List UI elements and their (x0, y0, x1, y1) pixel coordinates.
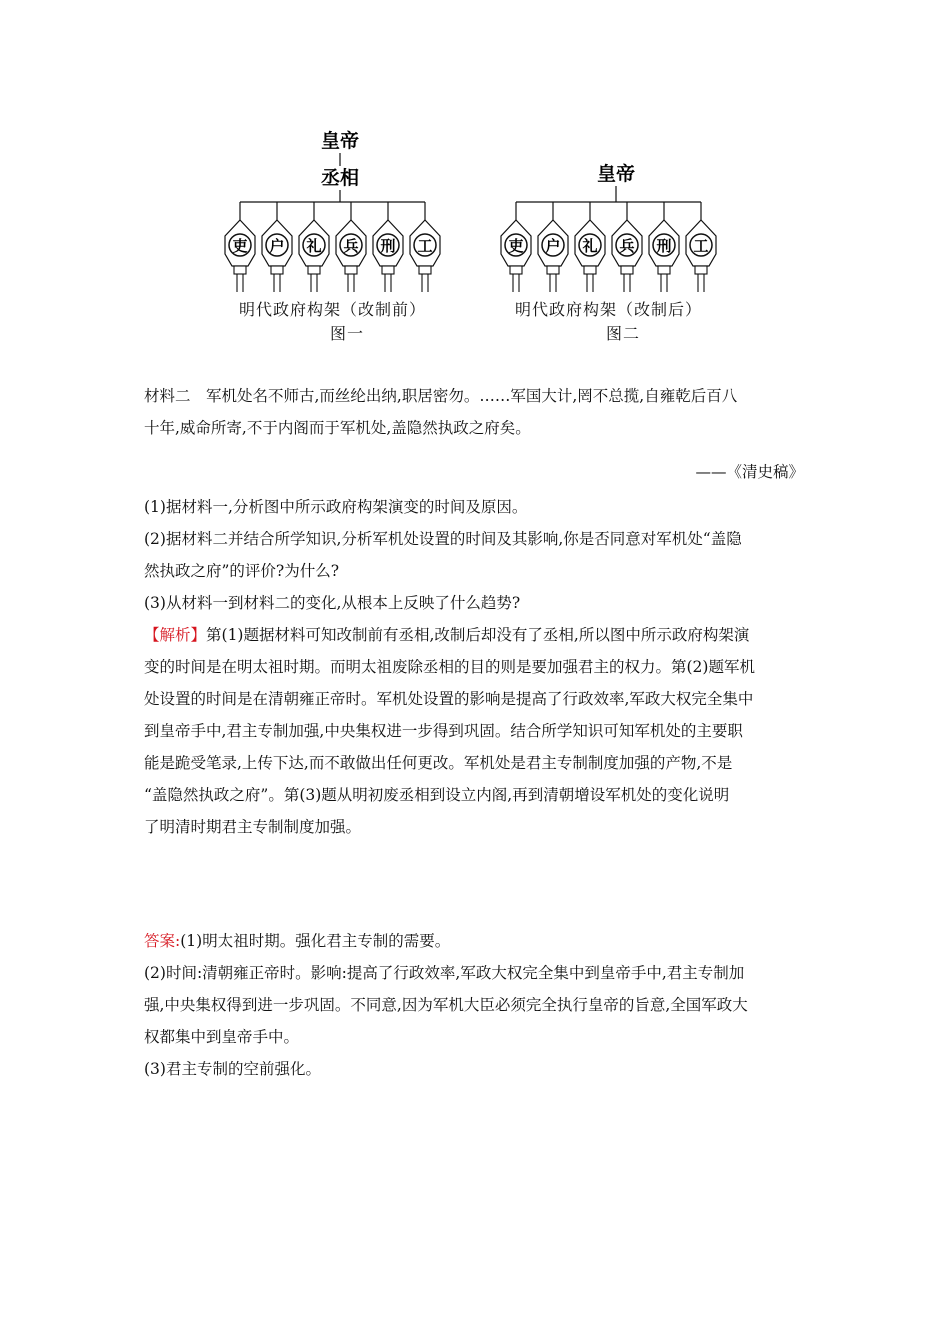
answer-2-line-1: (2)时间:清朝雍正帝时。影响:提高了行政效率,军政大权完全集中到皇帝手中,君主专制加 (144, 964, 745, 982)
figure-2-ministry-node (612, 202, 642, 292)
question-2-line-2: 然执政之府”的评价?为什么? (144, 562, 340, 580)
figure-1-caption: 明代政府构架（改制前） (239, 300, 427, 319)
figure-1-ministry-label: 刑 (380, 237, 396, 255)
answer-2-line-3: 权都集中到皇帝手中。 (144, 1028, 300, 1046)
answer-2-line-2: 强,中央集权得到进一步巩固。不同意,因为军机大臣必须完全执行皇帝的旨意,全国军政大 (144, 996, 748, 1014)
figure-2-emperor-label: 皇帝 (596, 163, 636, 185)
figure-2-label: 图二 (606, 324, 641, 343)
figure-1-chancellor-label: 丞相 (320, 167, 360, 189)
figure-2-ministry-label: 户 (545, 237, 561, 255)
figure-2-ministry-label: 礼 (582, 237, 598, 255)
answer-tag: 答案: (144, 932, 181, 950)
figure-1-label: 图一 (330, 324, 365, 343)
figure-2-ministry-label: 吏 (508, 237, 524, 255)
figure-2-ministry-label: 刑 (656, 237, 672, 255)
analysis-tag: 【解析】 (144, 626, 207, 644)
figure-2-ministry-node (575, 202, 605, 292)
figure-1-ministry-node (373, 202, 403, 292)
analysis-line-5: 能是跪受笔录,上传下达,而不敢做出任何更改。军机处是君主专制制度加强的产物,不是 (144, 754, 733, 772)
figure-1-ministry-label: 吏 (232, 237, 248, 255)
analysis-line-6: “盖隐然执政之府”。第(3)题从明初废丞相到设立内阁,再到清朝增设军机处的变化说明 (144, 786, 730, 804)
figure-1-org-chart (216, 120, 446, 300)
answer-3: (3)君主专制的空前强化。 (144, 1060, 321, 1078)
figure-1-ministry-node (336, 202, 366, 292)
material-2-source: ——《清史稿》 (695, 463, 804, 481)
analysis (144, 619, 806, 843)
figure-2-caption: 明代政府构架（改制后） (515, 300, 703, 319)
figure-1-ministry-label: 工 (417, 237, 433, 255)
material-2-line-1: 材料二 军机处名不师古,而丝纶出纳,职居密勿。……军国大计,罔不总揽,自雍乾后百八 (144, 387, 738, 405)
analysis-line-7: 了明清时期君主专制制度加强。 (144, 818, 362, 836)
figure-1-ministry-label: 礼 (306, 237, 322, 255)
analysis-line-4: 到皇帝手中,君主专制加强,中央集权进一步得到巩固。结合所学知识可知军机处的主要职 (144, 722, 743, 740)
analysis-line-2: 变的时间是在明太祖时期。而明太祖废除丞相的目的则是要加强君主的权力。第(2)题军机 (144, 658, 755, 676)
figure-1-ministry-label: 户 (269, 237, 285, 255)
question-3: (3)从材料一到材料二的变化,从根本上反映了什么趋势? (144, 594, 521, 612)
answer (144, 925, 806, 1085)
figure-2-ministry-label: 工 (693, 237, 709, 255)
question-1: (1)据材料一,分析图中所示政府构架演变的时间及原因。 (144, 498, 528, 516)
analysis-line-1-text: 第(1)题据材料可知改制前有丞相,改制后却没有了丞相,所以图中所示政府构架演 (206, 626, 750, 644)
figure-2-ministry-label: 兵 (619, 237, 635, 255)
figure-1-svg (216, 120, 446, 300)
figure-2-ministry-node (649, 202, 679, 292)
figure-2-ministry-node (686, 202, 716, 292)
figure-1-emperor-label: 皇帝 (320, 130, 360, 152)
material-2 (144, 380, 806, 444)
questions (144, 491, 806, 619)
analysis-line-3: 处设置的时间是在清朝雍正帝时。军机处设置的影响是提高了行政效率,军政大权完全集中 (144, 690, 754, 708)
material-2-line-2: 十年,威命所寄,不于内阁而于军机处,盖隐然执政之府矣。 (144, 419, 531, 437)
figure-1-ministry-node (410, 202, 440, 292)
figure-1-ministry-node (225, 202, 255, 292)
figure-2-svg (492, 120, 722, 300)
figure-1-ministry-nodes (225, 202, 440, 292)
answer-1-text: (1)明太祖时期。强化君主专制的需要。 (180, 932, 451, 950)
analysis-line-1 (144, 619, 806, 651)
question-2-line-1: (2)据材料二并结合所学知识,分析军机处设置的时间及其影响,你是否同意对军机处“盖隐 (144, 530, 742, 548)
answer-1 (144, 925, 806, 957)
figure-1-ministry-node (262, 202, 292, 292)
figure-2-ministry-node (501, 202, 531, 292)
figure-2-ministry-nodes (501, 202, 716, 292)
figure-1-ministry-label: 兵 (343, 237, 359, 255)
figure-2-ministry-node (538, 202, 568, 292)
figure-2-org-chart (492, 120, 722, 300)
figure-1-ministry-node (299, 202, 329, 292)
